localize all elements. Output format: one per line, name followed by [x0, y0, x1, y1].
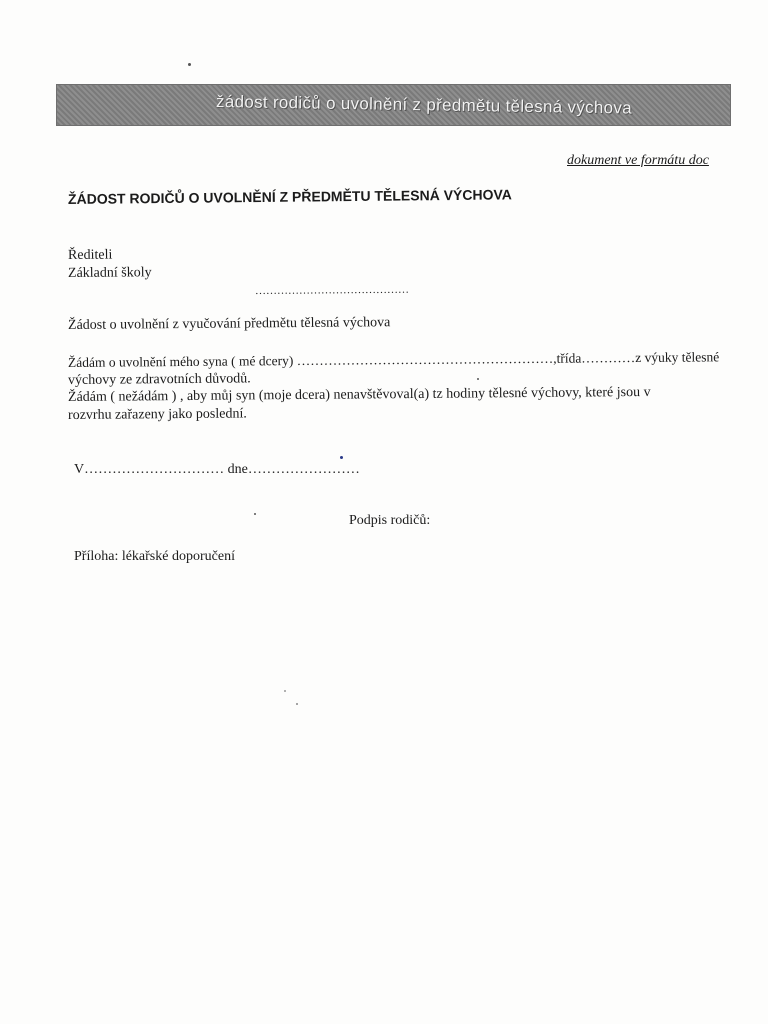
doc-format-link[interactable]: dokument ve formátu doc — [567, 153, 709, 168]
recipient-line-3: …………………………………… — [254, 283, 410, 297]
scan-speck — [254, 513, 256, 515]
recipient-line-1: Řediteli — [67, 247, 113, 263]
scan-speck — [188, 63, 191, 66]
body-line-1: Žádám o uvolnění mého syna ( mé dcery) …………………………………………………,třída…………z výuky tělesné — [67, 349, 720, 370]
recipient-line-2: Základní školy — [67, 265, 152, 281]
header-banner — [56, 84, 731, 126]
scan-speck — [284, 690, 286, 692]
body-line-3: Žádám ( nežádám ) , aby můj syn (moje dcera) nenavštěvoval(a) tz hodiny tělesné výchovy, které jsou v — [67, 384, 651, 405]
scan-speck — [340, 456, 343, 459]
request-subject: Žádost o uvolnění z vyučování předmětu tělesná výchova — [67, 315, 391, 333]
body-line-2: výchovy ze zdravotních důvodů. — [67, 371, 251, 388]
scan-speck — [296, 703, 298, 705]
banner-title: žádost rodičů o uvolnění z předmětu tělesná výchova — [215, 92, 633, 118]
attachment-note: Příloha: lékařské doporučení — [74, 549, 235, 564]
body-line-4: rozvrhu zařazeny jako poslední. — [67, 406, 247, 423]
scan-speck — [477, 378, 479, 380]
place-date-line: V………………………… dne…………………… — [74, 462, 360, 477]
signature-label: Podpis rodičů: — [349, 513, 431, 528]
document-title: ŽÁDOST RODIČŮ O UVOLNĚNÍ Z PŘEDMĚTU TĚLESNÁ VÝCHOVA — [67, 186, 512, 207]
